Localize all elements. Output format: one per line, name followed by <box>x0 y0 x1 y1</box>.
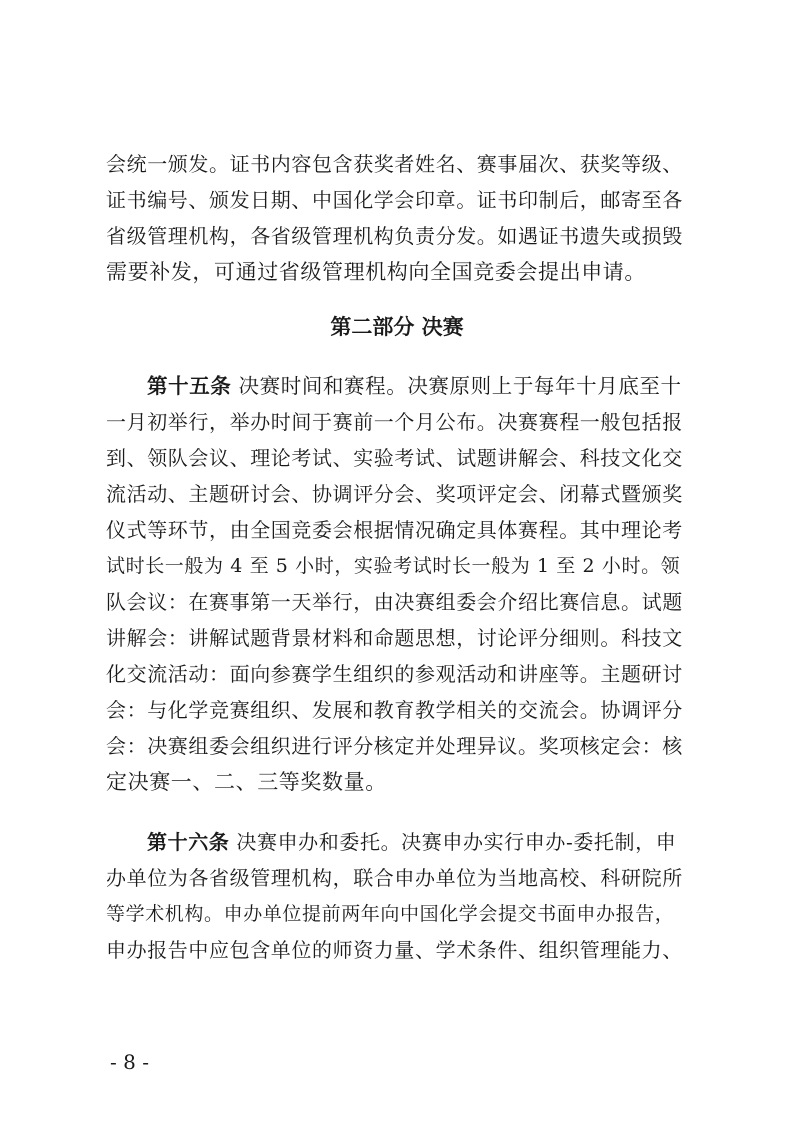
section-heading: 第二部分 决赛 <box>330 315 464 339</box>
body-line: 会：决赛组委会组织进行评分核定并处理异议。奖项核定会：核 <box>106 734 683 758</box>
article-15-first-line <box>147 372 682 400</box>
body-line: 一月初举行，举办时间于赛前一个月公布。决赛赛程一般包括报 <box>106 410 683 434</box>
page-number: - 8 - <box>110 1050 149 1074</box>
body-line: 需要补发，可通过省级管理机构向全国竞委会提出申请。 <box>106 260 646 284</box>
article-15-title: 决赛时间和赛程。决赛原则上于每年十月底至十 <box>231 374 682 398</box>
body-line: 仪式等环节，由全国竞委会根据情况确定具体赛程。其中理论考 <box>106 518 683 542</box>
body-line: 化交流活动：面向参赛学生组织的参观活动和讲座等。主题研讨 <box>106 662 683 686</box>
body-line: 定决赛一、二、三等奖数量。 <box>106 770 387 794</box>
body-line: 到、领队会议、理论考试、实验考试、试题讲解会、科技文化交 <box>106 446 683 470</box>
body-line: 办单位为各省级管理机构，联合申办单位为当地高校、科研院所 <box>106 866 683 890</box>
body-line: 队会议：在赛事第一天举行，由决赛组委会介绍比赛信息。试题 <box>106 590 683 614</box>
body-line: 省级管理机构，各省级管理机构负责分发。如遇证书遗失或损毁 <box>106 224 683 248</box>
body-line: 讲解会：讲解试题背景材料和命题思想，讨论评分细则。科技文 <box>106 626 683 650</box>
body-line: 会：与化学竞赛组织、发展和教育教学相关的交流会。协调评分 <box>106 698 683 722</box>
body-line: 会统一颁发。证书内容包含获奖者姓名、赛事届次、获奖等级、 <box>106 152 683 176</box>
body-line: 试时长一般为 4 至 5 小时，实验考试时长一般为 1 至 2 小时。领 <box>106 555 681 577</box>
body-line: 申办报告中应包含单位的师资力量、学术条件、组织管理能力、 <box>106 938 683 962</box>
body-line: 证书编号、颁发日期、中国化学会印章。证书印制后，邮寄至各 <box>106 188 683 212</box>
article-16-first-line <box>147 828 676 856</box>
article-15-label: 第十五条 <box>147 374 232 398</box>
body-line: 流活动、主题研讨会、协调评分会、奖项评定会、闭幕式暨颁奖 <box>106 482 683 506</box>
body-line: 等学术机构。申办单位提前两年向中国化学会提交书面申办报告， <box>106 903 675 925</box>
article-16-label: 第十六条 <box>147 830 230 854</box>
article-16-title: 决赛申办和委托。决赛申办实行申办-委托制，申 <box>229 830 677 854</box>
